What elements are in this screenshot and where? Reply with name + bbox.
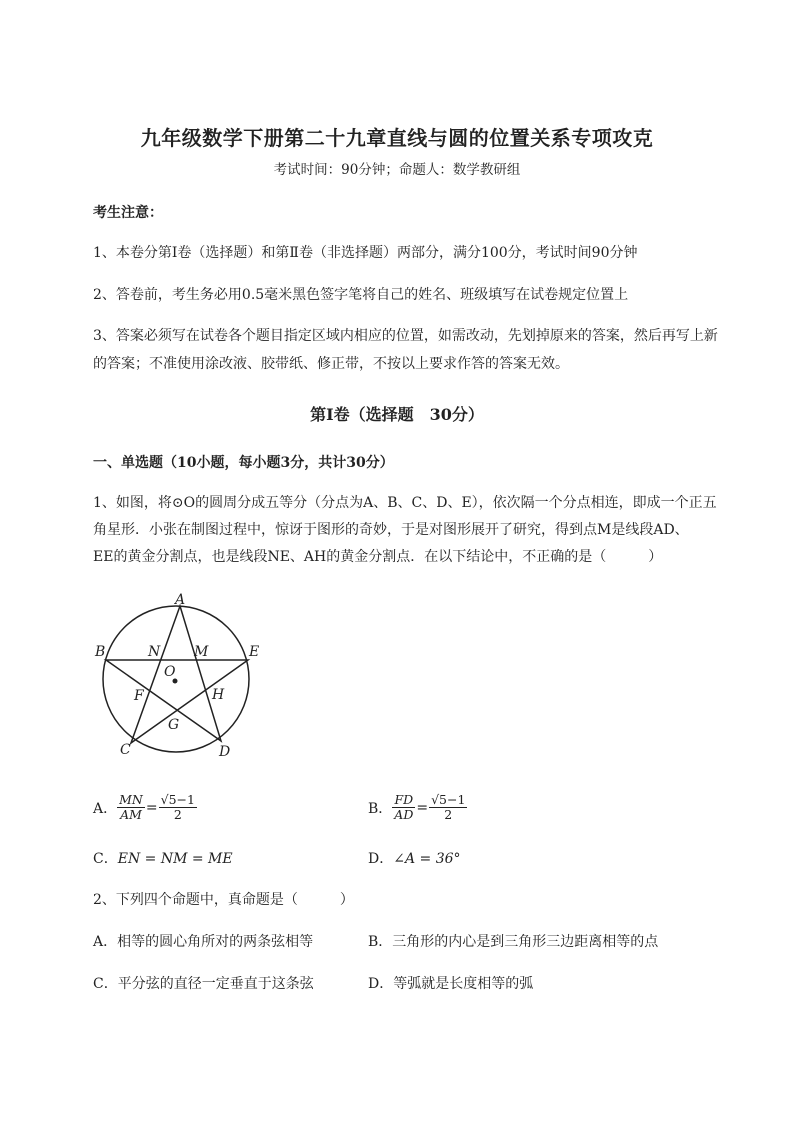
q1-option-a-lhs-num: MN <box>119 792 143 807</box>
page-title: 九年级数学下册第二十九章直线与圆的位置关系专项攻克 <box>140 126 654 150</box>
q1-option-a-lhs-den: AM <box>120 807 142 823</box>
q1-option-b-prefix: B． <box>368 800 393 817</box>
q1-option-b <box>368 793 467 823</box>
notice-item-3-cont: 的答案；不准使用涂改液、胶带纸、修正带，不按以上要求作答的答案无效。 <box>93 356 569 372</box>
q1-option-b-rhs-den: 2 <box>444 807 453 823</box>
q2-option-a: A．相等的圆心角所对的两条弦相等 <box>93 934 314 950</box>
q1-stem-line1: 1、如图，将⊙O的圆周分成五等分（分点为A、B、C、D、E），依次隔一个分点相连，即成一个正五 <box>93 495 717 511</box>
q1-option-d <box>368 848 461 868</box>
pentagram-figure <box>88 585 278 765</box>
q1-option-c <box>93 848 233 868</box>
notice-item-3: 3、答案必须写在试卷各个题目指定区域内相应的位置，如需改动，先划掉原来的答案，然后再写上新 <box>93 328 718 344</box>
q1-option-b-lhs-num: FD <box>392 793 415 808</box>
q1-option-b-rhs-num: √5−1 <box>431 792 466 807</box>
part-heading: 一、单选题（10小题，每小题3分，共计30分） <box>93 455 394 471</box>
q1-option-b-lhs-den: AD <box>394 807 414 823</box>
q1-option-c-prefix: C． <box>93 851 118 867</box>
q1-option-b-rhs <box>429 793 467 823</box>
section-title: 第I卷（选择题 30分） <box>310 405 484 424</box>
notice-heading: 考生注意： <box>93 205 163 221</box>
label-c: C <box>120 742 131 758</box>
q1-option-a-prefix: A． <box>93 800 118 817</box>
q1-option-d-text: ∠A = 36° <box>393 851 461 867</box>
label-a: A <box>175 592 186 608</box>
q2-option-b: B．三角形的内心是到三角形三边距离相等的点 <box>368 934 659 950</box>
label-f: F <box>134 688 144 704</box>
q2-option-c: C．平分弦的直径一定垂直于这条弦 <box>93 976 314 992</box>
q2-option-d: D．等弧就是长度相等的弧 <box>368 976 534 992</box>
q1-option-a-rhs-num: √5−1 <box>160 792 195 807</box>
q1-stem-line2: 角星形．小张在制图过程中，惊讶于图形的奇妙，于是对图形展开了研究，得到点M是线段AD、 <box>93 522 689 538</box>
q1-option-c-text: EN = NM = ME <box>117 851 233 867</box>
label-n: N <box>148 644 161 660</box>
notice-item-2: 2、答卷前，考生务必用0.5毫米黑色签字笔将自己的姓名、班级填写在试卷规定位置上 <box>93 287 629 303</box>
notice-item-1: 1、本卷分第I卷（选择题）和第Ⅱ卷（非选择题）两部分，满分100分，考试时间90分钟 <box>93 245 638 261</box>
label-b: B <box>95 644 106 660</box>
q1-option-b-eq: = <box>416 799 429 816</box>
label-d: D <box>219 744 231 760</box>
label-g: G <box>168 717 180 733</box>
label-h: H <box>212 687 225 703</box>
q1-option-a <box>93 793 197 823</box>
q1-option-a-eq: = <box>145 799 158 816</box>
q1-stem-line3: EE的黄金分割点，也是线段NE、AH的黄金分割点．在以下结论中，不正确的是（ ） <box>93 549 663 565</box>
q1-option-a-rhs <box>159 793 197 823</box>
label-o: O <box>164 664 176 680</box>
q2-stem: 2、下列四个命题中，真命题是（ ） <box>93 892 354 908</box>
label-m: M <box>194 644 209 660</box>
exam-info: 考试时间：90分钟；命题人：数学教研组 <box>273 162 521 178</box>
label-e: E <box>249 644 260 660</box>
q1-option-a-lhs <box>117 793 145 823</box>
q1-option-a-rhs-den: 2 <box>173 807 182 823</box>
q1-option-d-prefix: D． <box>368 851 394 867</box>
q1-option-b-lhs <box>392 793 415 823</box>
